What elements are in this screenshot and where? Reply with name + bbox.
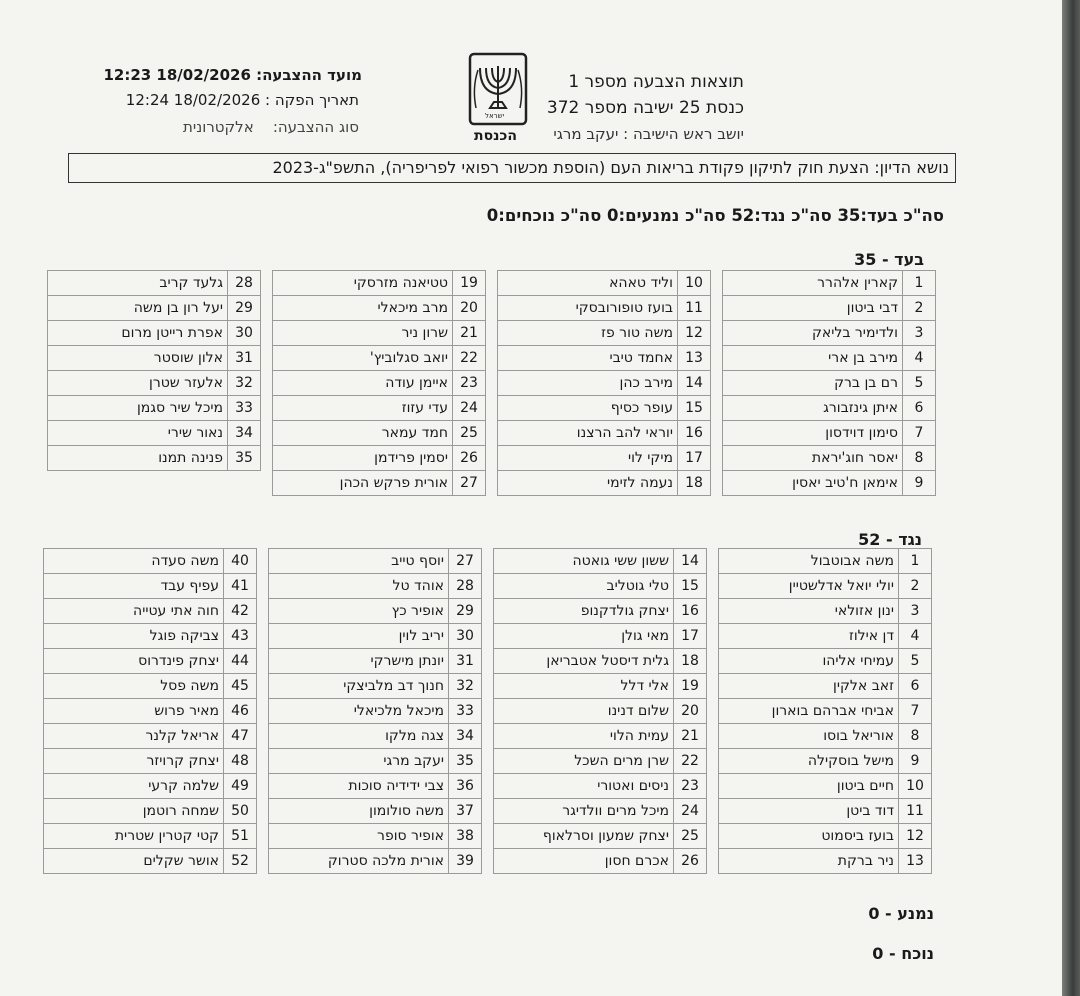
member-number: 48 xyxy=(224,749,257,774)
member-name: משה סעדה xyxy=(44,549,224,574)
member-number: 28 xyxy=(228,271,261,296)
member-name: יאסר חוג'יראת xyxy=(723,446,903,471)
column-gap xyxy=(486,296,498,321)
member-name: מיכל מרים וולדיגר xyxy=(494,799,674,824)
member-number: 45 xyxy=(224,674,257,699)
member-number: 42 xyxy=(224,599,257,624)
column-gap xyxy=(486,321,498,346)
member-number: 21 xyxy=(674,724,707,749)
member-number: 16 xyxy=(678,421,711,446)
column-gap xyxy=(257,849,269,874)
member-number: 36 xyxy=(449,774,482,799)
column-gap xyxy=(482,774,494,799)
member-name: מישל בוסקילה xyxy=(719,749,899,774)
member-number: 41 xyxy=(224,574,257,599)
member-number: 8 xyxy=(903,446,936,471)
member-name: אפרת רייטן מרום xyxy=(48,321,228,346)
member-number: 3 xyxy=(903,321,936,346)
member-name: מיכאל מלכיאלי xyxy=(269,699,449,724)
member-name: משה פסל xyxy=(44,674,224,699)
member-number: 50 xyxy=(224,799,257,824)
knesset-session: כנסת 25 ישיבה מספר 372 xyxy=(546,98,744,118)
member-number: 15 xyxy=(674,574,707,599)
member-name: חמד עמאר xyxy=(273,421,453,446)
member-name: צבי ידידיה סוכות xyxy=(269,774,449,799)
member-number: 14 xyxy=(678,371,711,396)
member-name: אורית פרקש הכהן xyxy=(273,471,453,496)
page-edge-shadow xyxy=(1062,0,1080,996)
column-gap xyxy=(482,574,494,599)
table-row xyxy=(44,724,932,749)
column-gap xyxy=(482,724,494,749)
issue-date-value: 12:24 18/02/2026 xyxy=(125,91,261,109)
column-gap xyxy=(482,749,494,774)
member-name: בועז ביסמוט xyxy=(719,824,899,849)
member-name: שרן מרים השכל xyxy=(494,749,674,774)
member-number: 21 xyxy=(453,321,486,346)
column-gap xyxy=(261,396,273,421)
column-gap xyxy=(707,849,719,874)
member-name: עמיחי אליהו xyxy=(719,649,899,674)
table-row xyxy=(44,599,932,624)
member-name: ינון אזולאי xyxy=(719,599,899,624)
column-gap xyxy=(707,749,719,774)
member-name: יונתן מישרקי xyxy=(269,649,449,674)
member-number: 29 xyxy=(449,599,482,624)
member-number: 6 xyxy=(899,674,932,699)
column-gap xyxy=(707,624,719,649)
member-number: 1 xyxy=(903,271,936,296)
member-name: יעקב מרגי xyxy=(269,749,449,774)
member-number: 6 xyxy=(903,396,936,421)
member-name: זאב אלקין xyxy=(719,674,899,699)
member-number: 18 xyxy=(678,471,711,496)
member-number: 43 xyxy=(224,624,257,649)
member-number: 25 xyxy=(674,824,707,849)
knesset-emblem xyxy=(466,52,530,148)
member-name: חוה אתי עטייה xyxy=(44,599,224,624)
column-gap xyxy=(261,471,273,496)
member-number: 35 xyxy=(449,749,482,774)
member-name: יצחק קרויזר xyxy=(44,749,224,774)
column-gap xyxy=(257,574,269,599)
member-name: אוהד טל xyxy=(269,574,449,599)
column-gap xyxy=(486,396,498,421)
table-row xyxy=(44,849,932,874)
column-gap xyxy=(707,649,719,674)
member-number: 32 xyxy=(228,371,261,396)
member-number: 22 xyxy=(453,346,486,371)
member-name: עופר כסיף xyxy=(498,396,678,421)
member-number: 10 xyxy=(899,774,932,799)
column-gap xyxy=(707,674,719,699)
member-number: 22 xyxy=(674,749,707,774)
table-row xyxy=(48,471,936,496)
member-name: נאור שירי xyxy=(48,421,228,446)
member-name: אחמד טיבי xyxy=(498,346,678,371)
table-row xyxy=(44,699,932,724)
member-name: יריב לוין xyxy=(269,624,449,649)
member-number: 20 xyxy=(453,296,486,321)
member-name: משה אבוטבול xyxy=(719,549,899,574)
member-number: 18 xyxy=(674,649,707,674)
abstain-section-title: נמנע - 0 xyxy=(868,904,934,923)
member-name: איתן גינזבורג xyxy=(723,396,903,421)
issue-date xyxy=(126,91,359,109)
member-number: 29 xyxy=(228,296,261,321)
member-number: 40 xyxy=(224,549,257,574)
member-name: דבי ביטון xyxy=(723,296,903,321)
member-name: אביחי אברהם בוארון xyxy=(719,699,899,724)
column-gap xyxy=(711,321,723,346)
member-number: 38 xyxy=(449,824,482,849)
issue-date-label: תאריך הפקה : xyxy=(265,91,359,109)
member-name: מרב מיכאלי xyxy=(273,296,453,321)
member-number: 8 xyxy=(899,724,932,749)
member-number: 30 xyxy=(228,321,261,346)
member-number: 35 xyxy=(228,446,261,471)
member-name: יוסף טייב xyxy=(269,549,449,574)
member-number: 24 xyxy=(453,396,486,421)
member-name: מירב בן ארי xyxy=(723,346,903,371)
member-number: 12 xyxy=(678,321,711,346)
vote-time-value: 12:23 18/02/2026 xyxy=(103,66,251,84)
member-name: צגה מלקו xyxy=(269,724,449,749)
column-gap xyxy=(482,849,494,874)
member-number: 49 xyxy=(224,774,257,799)
column-gap xyxy=(261,421,273,446)
table-row xyxy=(44,824,932,849)
table-row xyxy=(48,371,936,396)
member-name: שמחה רוטמן xyxy=(44,799,224,824)
column-gap xyxy=(261,271,273,296)
member-name: אימאן ח'טיב יאסין xyxy=(723,471,903,496)
member-number: 19 xyxy=(674,674,707,699)
member-number: 25 xyxy=(453,421,486,446)
column-gap xyxy=(711,421,723,446)
session-chair: יושב ראש הישיבה : יעקב מרגי xyxy=(553,125,744,143)
member-number: 46 xyxy=(224,699,257,724)
column-gap xyxy=(257,624,269,649)
column-gap xyxy=(486,471,498,496)
member-name: יוראי להב הרצנו xyxy=(498,421,678,446)
for-section-title: בעד - 35 xyxy=(854,250,924,269)
member-number: 2 xyxy=(903,296,936,321)
column-gap xyxy=(261,371,273,396)
column-gap xyxy=(486,271,498,296)
column-gap xyxy=(257,749,269,774)
member-number: 4 xyxy=(903,346,936,371)
member-name: אלי דלל xyxy=(494,674,674,699)
member-number: 11 xyxy=(899,799,932,824)
member-name: יצחק גולדקנופ xyxy=(494,599,674,624)
column-gap xyxy=(482,824,494,849)
column-gap xyxy=(707,599,719,624)
table-row xyxy=(48,396,936,421)
column-gap xyxy=(486,371,498,396)
member-name: אופיר כץ xyxy=(269,599,449,624)
member-number: 30 xyxy=(449,624,482,649)
member-number: 23 xyxy=(453,371,486,396)
member-name: עפיף עבד xyxy=(44,574,224,599)
member-number: 37 xyxy=(449,799,482,824)
table-row xyxy=(48,421,936,446)
member-number: 13 xyxy=(899,849,932,874)
member-name: אלעזר שטרן xyxy=(48,371,228,396)
vote-type-value: אלקטרונית xyxy=(183,118,254,136)
member-name: גלעד קריב xyxy=(48,271,228,296)
column-gap xyxy=(707,699,719,724)
member-name: צביקה פוגל xyxy=(44,624,224,649)
table-row xyxy=(44,624,932,649)
member-name: מיקי לוי xyxy=(498,446,678,471)
table-row xyxy=(48,346,936,371)
member-name: פנינה תמנו xyxy=(48,446,228,471)
column-gap xyxy=(707,549,719,574)
column-gap xyxy=(707,774,719,799)
member-name: אכרם חסון xyxy=(494,849,674,874)
member-number: 34 xyxy=(228,421,261,446)
member-name: דן אילוז xyxy=(719,624,899,649)
table-row xyxy=(48,296,936,321)
member-number: 33 xyxy=(228,396,261,421)
member-name: מירב כהן xyxy=(498,371,678,396)
column-gap xyxy=(486,421,498,446)
member-number: 14 xyxy=(674,549,707,574)
column-gap xyxy=(261,296,273,321)
member-number: 9 xyxy=(903,471,936,496)
member-number: 24 xyxy=(674,799,707,824)
member-name: שרון ניר xyxy=(273,321,453,346)
member-name: יעל רון בן משה xyxy=(48,296,228,321)
member-name: מאיר פרוש xyxy=(44,699,224,724)
member-name: טלי גוטליב xyxy=(494,574,674,599)
member-name: יואב סגלוביץ' xyxy=(273,346,453,371)
member-name: אלון שוסטר xyxy=(48,346,228,371)
member-number: 13 xyxy=(678,346,711,371)
table-row xyxy=(44,574,932,599)
column-gap xyxy=(257,599,269,624)
discussion-topic: נושא הדיון: הצעת חוק לתיקון פקודת בריאות העם (הוספת מכשור רפואי לפריפריה), התשפ"ג-2023 xyxy=(68,153,956,183)
member-number: 11 xyxy=(678,296,711,321)
column-gap xyxy=(257,824,269,849)
vote-type-label: סוג ההצבעה: xyxy=(272,118,359,136)
column-gap xyxy=(257,724,269,749)
member-name: ניסים ואטורי xyxy=(494,774,674,799)
column-gap xyxy=(707,574,719,599)
member-name: משה טור פז xyxy=(498,321,678,346)
empty-cell xyxy=(228,471,261,496)
member-name: אופיר סופר xyxy=(269,824,449,849)
member-name: קארין אלהרר xyxy=(723,271,903,296)
member-name: עדי עזוז xyxy=(273,396,453,421)
member-name: עמית הלוי xyxy=(494,724,674,749)
emblem-caption: הכנסת xyxy=(474,128,517,144)
column-gap xyxy=(707,824,719,849)
member-name: מיכל שיר סגמן xyxy=(48,396,228,421)
member-name: אוריאל בוסו xyxy=(719,724,899,749)
table-row xyxy=(44,674,932,699)
member-name: ניר ברקת xyxy=(719,849,899,874)
member-name: חנוך דב מלביצקי xyxy=(269,674,449,699)
member-number: 28 xyxy=(449,574,482,599)
member-number: 5 xyxy=(899,649,932,674)
member-number: 31 xyxy=(449,649,482,674)
member-name: ששון ששי גואטה xyxy=(494,549,674,574)
member-number: 4 xyxy=(899,624,932,649)
column-gap xyxy=(711,396,723,421)
member-number: 39 xyxy=(449,849,482,874)
column-gap xyxy=(486,346,498,371)
column-gap xyxy=(257,774,269,799)
member-number: 23 xyxy=(674,774,707,799)
member-number: 47 xyxy=(224,724,257,749)
column-gap xyxy=(711,346,723,371)
against-section-title: נגד - 52 xyxy=(858,530,922,549)
member-name: חיים ביטון xyxy=(719,774,899,799)
member-name: סימון דוידסון xyxy=(723,421,903,446)
member-name: דוד ביטן xyxy=(719,799,899,824)
member-number: 10 xyxy=(678,271,711,296)
member-number: 27 xyxy=(453,471,486,496)
member-name: מאי גולן xyxy=(494,624,674,649)
member-number: 52 xyxy=(224,849,257,874)
member-name: איימן עודה xyxy=(273,371,453,396)
member-name: טטיאנה מזרסקי xyxy=(273,271,453,296)
member-name: גלית דיסטל אטבריאן xyxy=(494,649,674,674)
column-gap xyxy=(482,674,494,699)
member-number: 44 xyxy=(224,649,257,674)
table-row xyxy=(44,774,932,799)
member-number: 26 xyxy=(453,446,486,471)
column-gap xyxy=(261,346,273,371)
member-number: 12 xyxy=(899,824,932,849)
column-gap xyxy=(711,471,723,496)
column-gap xyxy=(482,699,494,724)
table-row xyxy=(48,321,936,346)
member-number: 5 xyxy=(903,371,936,396)
member-name: קטי קטרין שטרית xyxy=(44,824,224,849)
table-row xyxy=(44,549,932,574)
empty-cell xyxy=(48,471,228,496)
member-number: 16 xyxy=(674,599,707,624)
member-number: 34 xyxy=(449,724,482,749)
column-gap xyxy=(482,549,494,574)
column-gap xyxy=(711,296,723,321)
table-row xyxy=(44,749,932,774)
member-number: 2 xyxy=(899,574,932,599)
member-number: 7 xyxy=(903,421,936,446)
column-gap xyxy=(486,446,498,471)
column-gap xyxy=(257,699,269,724)
member-number: 20 xyxy=(674,699,707,724)
member-number: 33 xyxy=(449,699,482,724)
member-name: שלום דנינו xyxy=(494,699,674,724)
member-name: אריאל קלנר xyxy=(44,724,224,749)
column-gap xyxy=(482,624,494,649)
column-gap xyxy=(482,649,494,674)
column-gap xyxy=(261,321,273,346)
table-row xyxy=(48,446,936,471)
member-number: 32 xyxy=(449,674,482,699)
table-row xyxy=(48,271,936,296)
member-name: שלמה קרעי xyxy=(44,774,224,799)
column-gap xyxy=(711,446,723,471)
vote-type xyxy=(183,118,359,136)
member-name: וליד טאהא xyxy=(498,271,678,296)
column-gap xyxy=(711,371,723,396)
column-gap xyxy=(707,799,719,824)
member-number: 17 xyxy=(674,624,707,649)
vote-time-label: מועד ההצבעה: xyxy=(256,66,362,84)
member-number: 1 xyxy=(899,549,932,574)
column-gap xyxy=(482,599,494,624)
member-name: יולי יואל אדלשטיין xyxy=(719,574,899,599)
present-section-title: נוכח - 0 xyxy=(872,944,934,963)
results-title: תוצאות הצבעה מספר 1 xyxy=(568,72,744,92)
column-gap xyxy=(482,799,494,824)
against-votes-table xyxy=(43,548,932,874)
member-number: 51 xyxy=(224,824,257,849)
member-number: 15 xyxy=(678,396,711,421)
column-gap xyxy=(257,674,269,699)
member-name: יצחק פינדרוס xyxy=(44,649,224,674)
member-number: 27 xyxy=(449,549,482,574)
member-name: ולדימיר בליאק xyxy=(723,321,903,346)
member-name: נעמה לזימי xyxy=(498,471,678,496)
member-number: 7 xyxy=(899,699,932,724)
column-gap xyxy=(257,799,269,824)
vote-totals: סה"כ בעד:35 סה"כ נגד:52 סה"כ נמנעים:0 סה"כ נוכחים:0 xyxy=(486,206,944,225)
member-name: משה סולומון xyxy=(269,799,449,824)
member-name: יצחק שמעון וסרלאוף xyxy=(494,824,674,849)
member-number: 17 xyxy=(678,446,711,471)
member-number: 31 xyxy=(228,346,261,371)
member-name: יסמין פרידמן xyxy=(273,446,453,471)
column-gap xyxy=(257,549,269,574)
table-row xyxy=(44,649,932,674)
member-number: 19 xyxy=(453,271,486,296)
member-number: 9 xyxy=(899,749,932,774)
column-gap xyxy=(257,649,269,674)
emblem-inner-text: ישראל xyxy=(485,112,505,120)
for-votes-table xyxy=(47,270,936,496)
member-name: אורית מלכה סטרוק xyxy=(269,849,449,874)
column-gap xyxy=(261,446,273,471)
column-gap xyxy=(711,271,723,296)
member-number: 3 xyxy=(899,599,932,624)
member-number: 26 xyxy=(674,849,707,874)
column-gap xyxy=(707,724,719,749)
member-name: בועז טופורובסקי xyxy=(498,296,678,321)
member-name: רם בן ברק xyxy=(723,371,903,396)
vote-time xyxy=(103,66,362,84)
member-name: אושר שקלים xyxy=(44,849,224,874)
table-row xyxy=(44,799,932,824)
